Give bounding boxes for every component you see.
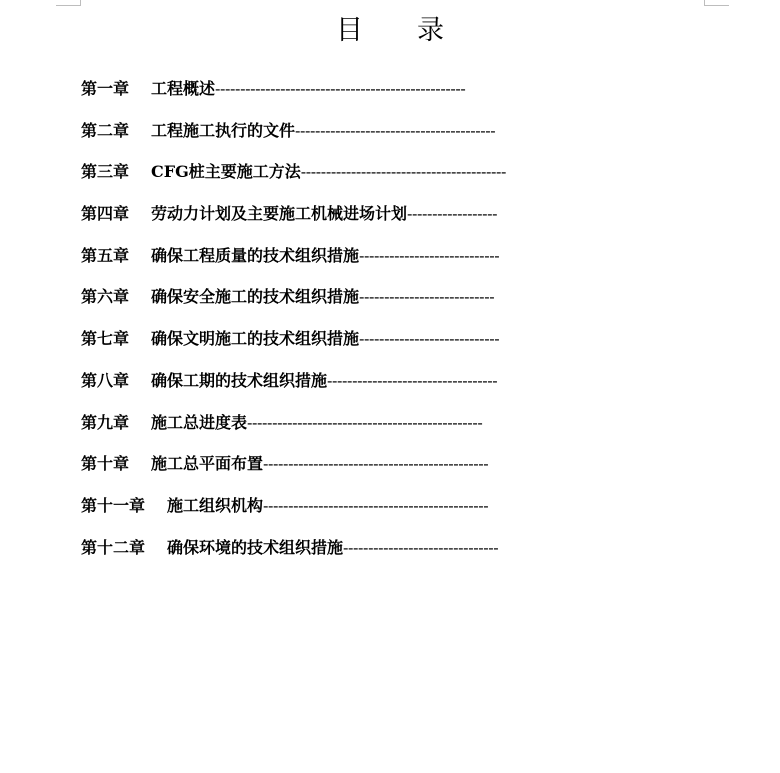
toc-chapter-label: 第九章 xyxy=(81,412,130,432)
toc-chapter-title: 工程施工执行的文件 xyxy=(151,120,296,140)
toc-dot-leader: --------------------------------------------- xyxy=(263,495,489,515)
toc-chapter-label: 第一章 xyxy=(81,79,130,98)
toc-dot-leader: ----------------------------------------- xyxy=(300,162,507,182)
toc-entry-5[interactable] xyxy=(81,239,581,281)
toc-chapter-title: 确保安全施工的技术组织措施 xyxy=(151,287,360,307)
toc-chapter-title: CFG桩主要施工方法 xyxy=(151,162,301,182)
toc-dot-leader: ---------------------------- xyxy=(359,245,500,265)
toc-dot-leader: ---------------------------------------- xyxy=(295,120,496,140)
crop-mark-right-horizontal xyxy=(704,5,729,6)
toc-chapter-title: 施工总平面布置 xyxy=(151,454,264,474)
toc-chapter-title: 确保文明施工的技术组织措施 xyxy=(151,329,360,349)
toc-chapter-label: 第七章 xyxy=(81,329,130,349)
toc-chapter-label: 第五章 xyxy=(81,245,130,265)
toc-chapter-title: 确保环境的技术组织措施 xyxy=(167,537,344,557)
toc-entry-6[interactable] xyxy=(81,280,581,322)
toc-entry-9[interactable] xyxy=(81,406,581,448)
toc-chapter-title: 施工组织机构 xyxy=(167,495,264,515)
toc-chapter-title: 工程概述 xyxy=(151,79,216,98)
toc-chapter-label: 第四章 xyxy=(81,204,130,224)
toc-chapter-title: 劳动力计划及主要施工机械进场计划 xyxy=(151,204,408,224)
toc-dot-leader: ------------------ xyxy=(407,204,498,224)
toc-chapter-label: 第十二章 xyxy=(81,537,146,557)
toc-entry-7[interactable] xyxy=(81,322,581,364)
toc-dot-leader: --------------------------- xyxy=(359,287,495,307)
toc-entry-11[interactable] xyxy=(81,489,581,531)
toc-entry-4[interactable] xyxy=(81,197,581,239)
toc-dot-leader: ---------------------------- xyxy=(359,329,500,349)
toc-chapter-label: 第八章 xyxy=(81,370,130,390)
toc-chapter-label: 第十一章 xyxy=(81,495,146,515)
crop-mark-left-horizontal xyxy=(56,5,81,6)
toc-chapter-title: 施工总进度表 xyxy=(151,412,248,432)
toc-entry-3[interactable] xyxy=(81,155,581,197)
toc-chapter-label: 第六章 xyxy=(81,287,130,307)
toc-chapter-title: 确保工期的技术组织措施 xyxy=(151,370,328,390)
toc-entry-1[interactable] xyxy=(81,72,581,114)
toc-entry-12[interactable] xyxy=(81,531,581,573)
toc-dot-leader: ------------------------------- xyxy=(343,537,499,557)
toc-dot-leader: --------------------------------------------- xyxy=(263,454,489,474)
toc-chapter-label: 第二章 xyxy=(81,120,130,140)
table-of-contents xyxy=(81,72,581,572)
toc-chapter-label: 第三章 xyxy=(81,162,130,182)
toc-chapter-title: 确保工程质量的技术组织措施 xyxy=(151,245,360,265)
toc-dot-leader: -------------------------------------------------- xyxy=(215,79,466,98)
toc-entry-10[interactable] xyxy=(81,447,581,489)
toc-entry-2[interactable] xyxy=(81,114,581,156)
toc-dot-leader: ----------------------------------------------- xyxy=(247,412,483,432)
toc-chapter-label: 第十章 xyxy=(81,454,130,474)
toc-entry-8[interactable] xyxy=(81,364,581,406)
page-title: 目 录 xyxy=(336,15,444,46)
toc-dot-leader: ---------------------------------- xyxy=(327,370,498,390)
